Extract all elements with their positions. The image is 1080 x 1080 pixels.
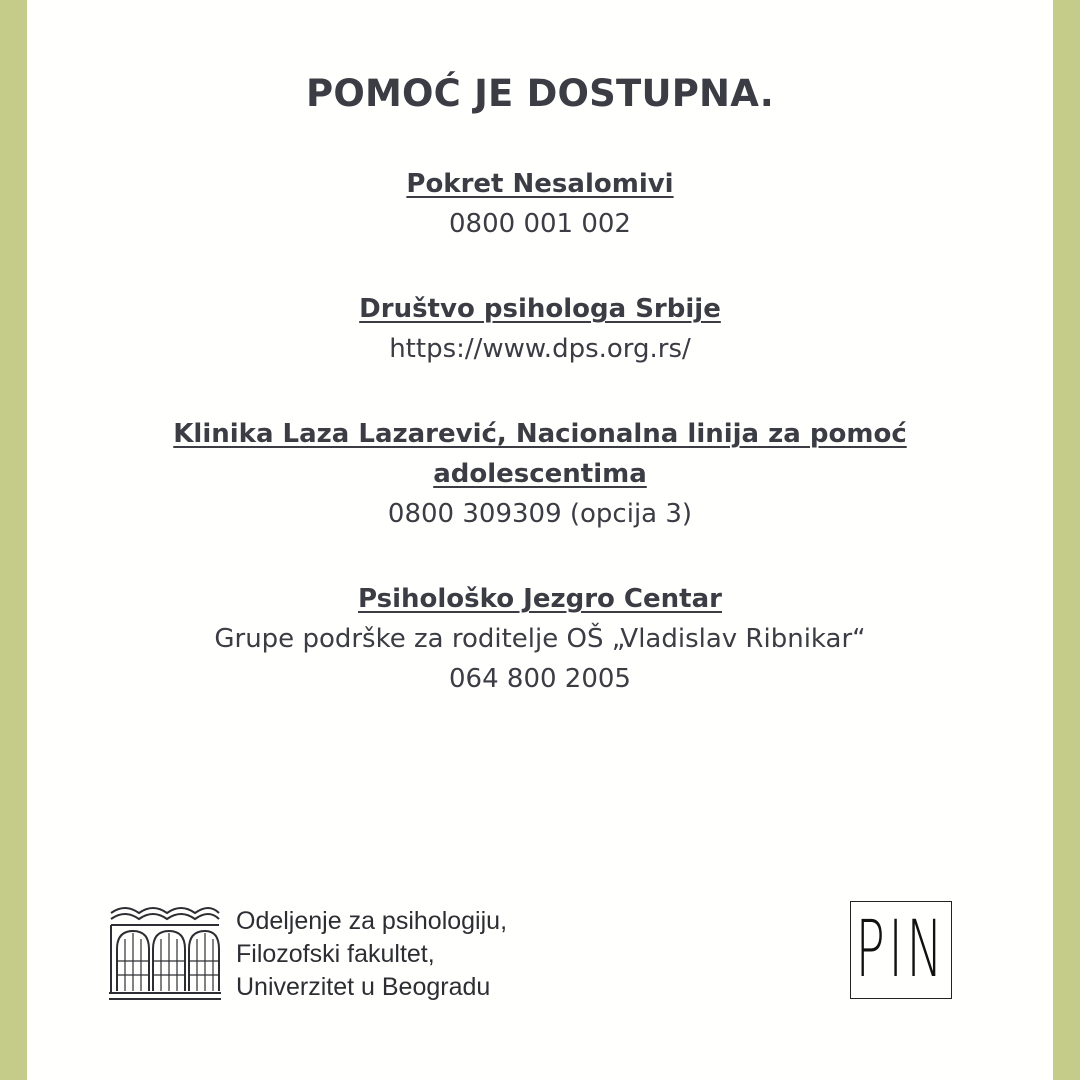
university-name — [236, 905, 507, 1004]
page-title: POMOĆ JE DOSTUPNA. — [306, 72, 774, 115]
faculty-building-icon — [109, 905, 221, 1001]
university-line: Filozofski fakultet, — [236, 940, 435, 968]
poster-card — [27, 0, 1053, 1080]
pin-logo-text: PIN — [855, 905, 947, 995]
contact-entry — [27, 289, 1053, 369]
contact-website[interactable]: https://www.dps.org.rs/ — [389, 334, 691, 364]
contact-description: Grupe podrške za roditelje OŠ „Vladislav Ribnikar“ — [214, 624, 866, 654]
contact-entry — [27, 579, 1053, 699]
help-contacts-list — [27, 164, 1053, 744]
contact-name-link[interactable]: Psihološko Jezgro Centar — [358, 584, 722, 614]
pin-logo — [850, 901, 952, 999]
contact-name-link[interactable]: Klinika Laza Lazarević, Nacionalna linija za pomoć adolescentima — [173, 419, 907, 489]
contact-entry — [27, 164, 1053, 244]
contact-name-link[interactable]: Pokret Nesalomivi — [406, 169, 674, 199]
university-line: Odeljenje za psihologiju, — [236, 907, 508, 935]
contact-phone: 064 800 2005 — [449, 664, 631, 694]
contact-entry — [27, 414, 1053, 534]
contact-phone: 0800 001 002 — [449, 209, 631, 239]
contact-phone: 0800 309309 (opcija 3) — [387, 499, 693, 529]
contact-name-link[interactable]: Društvo psihologa Srbije — [359, 294, 721, 324]
university-line: Univerzitet u Beogradu — [236, 973, 491, 1001]
university-block — [109, 905, 559, 1005]
